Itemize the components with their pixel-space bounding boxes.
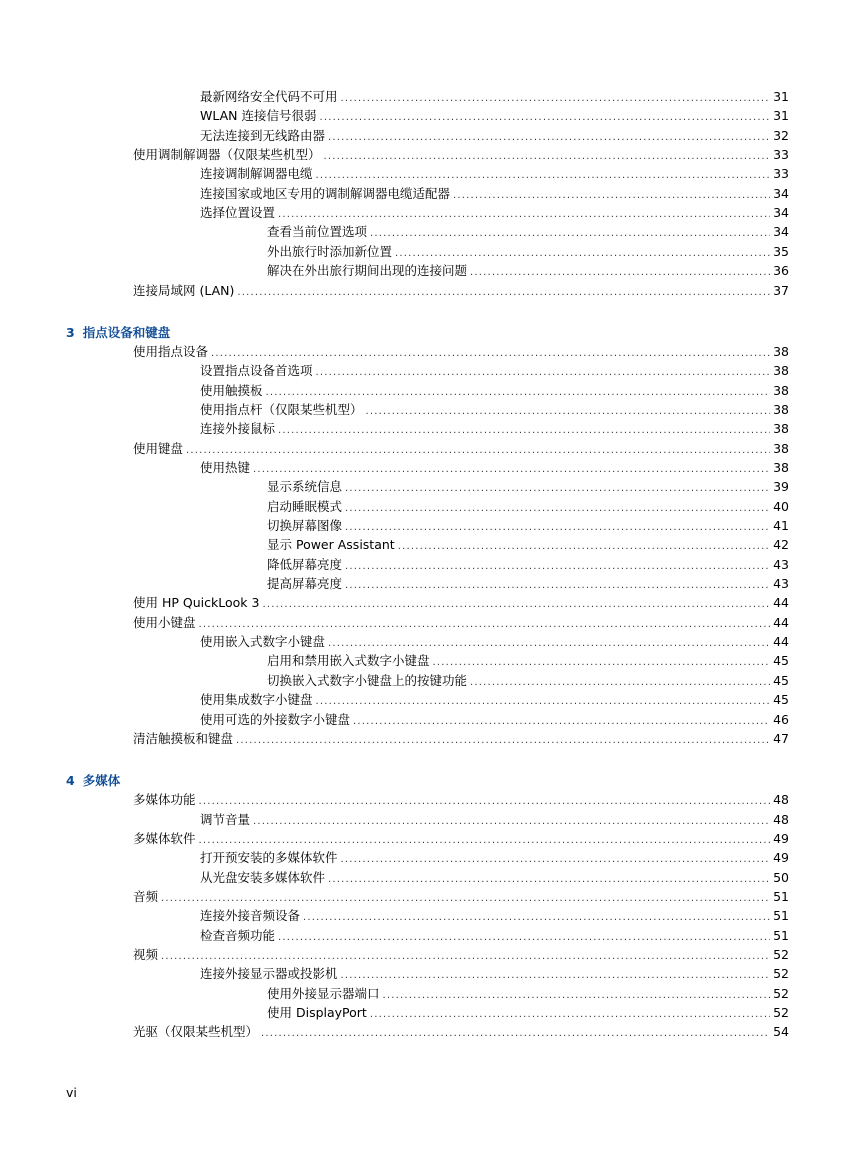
dot-leader: [316, 364, 771, 382]
toc-entry-title: 使用键盘: [133, 440, 184, 456]
toc-entry-title: 多媒体功能: [133, 792, 196, 808]
toc-entry-title: 连接局域网 (LAN): [133, 282, 235, 298]
toc-entry-title: 使用指点设备: [133, 343, 209, 359]
toc-entry-level-3[interactable]: [267, 575, 789, 593]
toc-entry-level-1[interactable]: [133, 343, 789, 361]
toc-entry-level-3[interactable]: [267, 652, 789, 670]
toc-entry-level-2[interactable]: [200, 88, 789, 106]
toc-entry-page: 50: [773, 869, 789, 885]
dot-leader: [199, 616, 771, 634]
toc-entry-level-1[interactable]: [133, 830, 789, 848]
dot-leader: [345, 480, 770, 498]
toc-entry-level-3[interactable]: [267, 223, 789, 241]
toc-entry-page: 38: [773, 440, 789, 456]
toc-entry-level-3[interactable]: [267, 1004, 789, 1022]
dot-leader: [470, 264, 770, 282]
toc-entry-level-2[interactable]: [200, 185, 789, 203]
toc-entry-level-2[interactable]: [200, 711, 789, 729]
toc-entry-page: 44: [773, 614, 789, 630]
dot-leader: [161, 890, 770, 908]
toc-entry-title: 使用指点杆（仅限某些机型）: [200, 401, 363, 417]
toc-entry-level-2[interactable]: [200, 401, 789, 419]
toc-entry-level-3[interactable]: [267, 498, 789, 516]
toc-entry-level-3[interactable]: [267, 985, 789, 1003]
dot-leader: [320, 109, 771, 127]
toc-entry-level-3[interactable]: [267, 672, 789, 690]
toc-entry-title: 使用嵌入式数字小键盘: [200, 634, 326, 650]
dot-leader: [266, 384, 771, 402]
toc-entry-level-2[interactable]: [200, 869, 789, 887]
toc-entry-page: 34: [773, 185, 789, 201]
dot-leader: [345, 558, 770, 576]
toc-entry-level-1[interactable]: [133, 730, 789, 748]
dot-leader: [345, 500, 770, 518]
toc-entry-page: 44: [773, 595, 789, 611]
dot-leader: [316, 693, 771, 711]
toc-entry-page: 45: [773, 692, 789, 708]
dot-leader: [345, 519, 770, 537]
toc-entry-level-3[interactable]: [267, 243, 789, 261]
dot-leader: [453, 187, 770, 205]
toc-entry-title: 使用热键: [200, 459, 251, 475]
toc-entry-page: 31: [773, 108, 789, 124]
toc-entry-level-2[interactable]: [200, 420, 789, 438]
toc-entry-title: 提高屏幕亮度: [267, 576, 343, 592]
dot-leader: [261, 1025, 770, 1043]
toc-entry-level-2[interactable]: [200, 691, 789, 709]
toc-entry-title: 解决在外出旅行期间出现的连接问题: [267, 263, 468, 279]
toc-entry-title: 音频: [133, 888, 159, 904]
toc-entry-page: 41: [773, 518, 789, 533]
dot-leader: [211, 345, 770, 363]
toc-entry-page: 42: [773, 537, 789, 553]
toc-entry-level-2[interactable]: [200, 362, 789, 380]
toc-entry-level-3[interactable]: [267, 556, 789, 574]
toc-entry-title: 选择位置设置: [200, 205, 276, 221]
toc-entry-title: 打开预安装的多媒体软件: [200, 850, 338, 866]
toc-entry-page: 48: [773, 811, 789, 827]
toc-entry-page: 38: [773, 401, 789, 417]
dot-leader: [303, 909, 770, 927]
toc-entry-title: 切换屏幕图像: [267, 518, 343, 533]
toc-entry-page: 32: [773, 127, 789, 143]
chapter-title: 多媒体: [82, 772, 121, 788]
toc-entry-page: 51: [773, 927, 789, 943]
toc-entry-level-2[interactable]: [200, 849, 789, 867]
toc-entry-page: 51: [773, 908, 789, 924]
toc-entry-title: 连接外接音频设备: [200, 908, 301, 924]
toc-entry-page: 48: [773, 792, 789, 808]
dot-leader: [470, 674, 770, 692]
dot-leader: [253, 461, 770, 479]
toc-entry-title: 视频: [133, 947, 159, 962]
toc-entry-title: 启用和禁用嵌入式数字小键盘: [267, 653, 430, 669]
toc-entry-level-2[interactable]: [200, 633, 789, 651]
toc-entry-title: 检查音频功能: [200, 927, 276, 943]
chapter-heading: [66, 772, 120, 790]
toc-entry-title: 从光盘安装多媒体软件: [200, 869, 326, 885]
toc-entry-page: 52: [773, 966, 789, 982]
dot-leader: [278, 929, 770, 947]
dot-leader: [370, 225, 770, 243]
dot-leader: [366, 403, 771, 421]
toc-entry-title: 使用触摸板: [200, 382, 263, 398]
toc-entry-level-3[interactable]: [267, 517, 789, 535]
dot-leader: [316, 167, 771, 185]
toc-entry-level-1[interactable]: [133, 614, 789, 632]
toc-entry-level-3[interactable]: [267, 262, 789, 280]
toc-entry-level-1[interactable]: [133, 1023, 789, 1041]
toc-entry-title: 多媒体软件: [133, 830, 196, 846]
toc-entry-page: 34: [773, 224, 789, 240]
toc-entry-title: 使用小键盘: [133, 614, 196, 630]
dot-leader: [253, 813, 770, 831]
toc-entry-level-2[interactable]: [200, 382, 789, 400]
dot-leader: [395, 245, 770, 263]
toc-entry-title: 切换嵌入式数字小键盘上的按键功能: [267, 672, 468, 688]
toc-entry-title: 调节音量: [200, 811, 251, 827]
toc-entry-page: 38: [773, 363, 789, 379]
chapter-heading: [66, 324, 170, 342]
toc-entry-level-1[interactable]: [133, 888, 789, 906]
toc-entry-title: 连接外接显示器或投影机: [200, 966, 338, 982]
toc-entry-page: 33: [773, 166, 789, 182]
toc-entry-page: 43: [773, 556, 789, 572]
dot-leader: [236, 732, 770, 750]
toc-entry-level-2[interactable]: [200, 204, 789, 222]
toc-entry-title: 使用可选的外接数字小键盘: [200, 711, 351, 727]
dot-leader: [398, 538, 770, 556]
toc-entry-page: 46: [773, 711, 789, 727]
toc-entry-level-3[interactable]: [267, 478, 789, 496]
toc-entry-level-2[interactable]: [200, 165, 789, 183]
dot-leader: [262, 596, 770, 614]
dot-leader: [324, 148, 771, 166]
toc-entry-page: 45: [773, 672, 789, 688]
toc-entry-level-1[interactable]: [133, 440, 789, 458]
toc-entry-page: 31: [773, 89, 789, 104]
dot-leader: [278, 422, 770, 440]
dot-leader: [353, 713, 770, 731]
toc-entry-title: 无法连接到无线路由器: [200, 127, 326, 143]
dot-leader: [341, 967, 771, 985]
toc-entry-page: 51: [773, 888, 789, 904]
toc-entry-title: WLAN 连接信号很弱: [200, 108, 317, 124]
toc-entry-page: 38: [773, 382, 789, 398]
toc-entry-level-3[interactable]: [267, 536, 789, 554]
toc-entry-page: 43: [773, 576, 789, 592]
toc-entry-title: 连接国家或地区专用的调制解调器电缆适配器: [200, 185, 451, 201]
toc-entry-title: 设置指点设备首选项: [200, 363, 313, 379]
toc-entry-title: 连接外接鼠标: [200, 421, 276, 437]
toc-entry-page: 44: [773, 634, 789, 650]
dot-leader: [186, 442, 770, 460]
toc-entry-level-2[interactable]: [200, 927, 789, 945]
toc-entry-title: 最新网络安全代码不可用: [200, 89, 338, 104]
dot-leader: [199, 793, 771, 811]
toc-entry-title: 使用集成数字小键盘: [200, 692, 313, 708]
toc-entry-title: 清洁触摸板和键盘: [133, 730, 234, 746]
dot-leader: [161, 948, 770, 966]
dot-leader: [328, 871, 770, 889]
toc-entry-page: 33: [773, 147, 789, 163]
toc-entry-level-1[interactable]: [133, 594, 789, 612]
toc-entry-title: 使用外接显示器端口: [267, 985, 380, 1001]
dot-leader: [370, 1006, 770, 1024]
toc-entry-level-1[interactable]: [133, 282, 789, 300]
toc-entry-title: 显示系统信息: [267, 479, 343, 495]
toc-entry-level-2[interactable]: [200, 127, 789, 145]
toc-entry-title: 连接调制解调器电缆: [200, 166, 313, 182]
toc-entry-level-1[interactable]: [133, 146, 789, 164]
toc-entry-page: 47: [773, 730, 789, 746]
toc-entry-title: 启动睡眠模式: [267, 498, 343, 514]
toc-entry-page: 52: [773, 985, 789, 1001]
toc-entry-page: 52: [773, 1005, 789, 1021]
chapter-title: 指点设备和键盘: [82, 324, 171, 340]
toc-entry-title: 光驱（仅限某些机型）: [133, 1024, 259, 1040]
toc-entry-title: 使用 HP QuickLook 3: [133, 595, 260, 611]
page-number-footer: vi: [66, 1085, 77, 1100]
toc-entry-title: 查看当前位置选项: [267, 224, 368, 240]
toc-entry-page: 37: [773, 282, 789, 298]
toc-entry-title: 使用调制解调器（仅限某些机型）: [133, 147, 321, 163]
toc-entry-page: 54: [773, 1024, 789, 1040]
toc-entry-page: 36: [773, 263, 789, 279]
toc-entry-title: 使用 DisplayPort: [267, 1005, 367, 1021]
dot-leader: [278, 206, 770, 224]
toc-entry-level-2[interactable]: [200, 907, 789, 925]
dot-leader: [341, 90, 771, 108]
toc-entry-page: 38: [773, 459, 789, 475]
toc-entry-page: 34: [773, 205, 789, 221]
toc-entry-page: 52: [773, 947, 789, 962]
toc-entry-title: 外出旅行时添加新位置: [267, 243, 393, 259]
toc-entry-level-2[interactable]: [200, 965, 789, 983]
dot-leader: [237, 284, 770, 302]
toc-entry-page: 39: [773, 479, 789, 495]
toc-entry-page: 35: [773, 243, 789, 259]
toc-entry-page: 49: [773, 830, 789, 846]
dot-leader: [328, 635, 770, 653]
dot-leader: [433, 654, 771, 672]
dot-leader: [345, 577, 770, 595]
toc-entry-page: 40: [773, 498, 789, 514]
chapter-number: 3: [66, 324, 75, 340]
toc-entry-page: 38: [773, 343, 789, 359]
toc-entry-level-2[interactable]: [200, 459, 789, 477]
dot-leader: [328, 129, 770, 147]
toc-entry-page: 38: [773, 421, 789, 437]
toc-entry-level-2[interactable]: [200, 811, 789, 829]
toc-entry-level-2[interactable]: [200, 107, 789, 125]
toc-entry-title: 显示 Power Assistant: [267, 537, 395, 553]
toc-entry-page: 49: [773, 850, 789, 866]
toc-entry-page: 45: [773, 653, 789, 669]
toc-entry-title: 降低屏幕亮度: [267, 556, 343, 572]
dot-leader: [199, 832, 771, 850]
toc-entry-level-1[interactable]: [133, 791, 789, 809]
dot-leader: [383, 987, 771, 1005]
dot-leader: [341, 851, 771, 869]
chapter-number: 4: [66, 772, 75, 788]
toc-entry-level-1[interactable]: [133, 946, 789, 964]
